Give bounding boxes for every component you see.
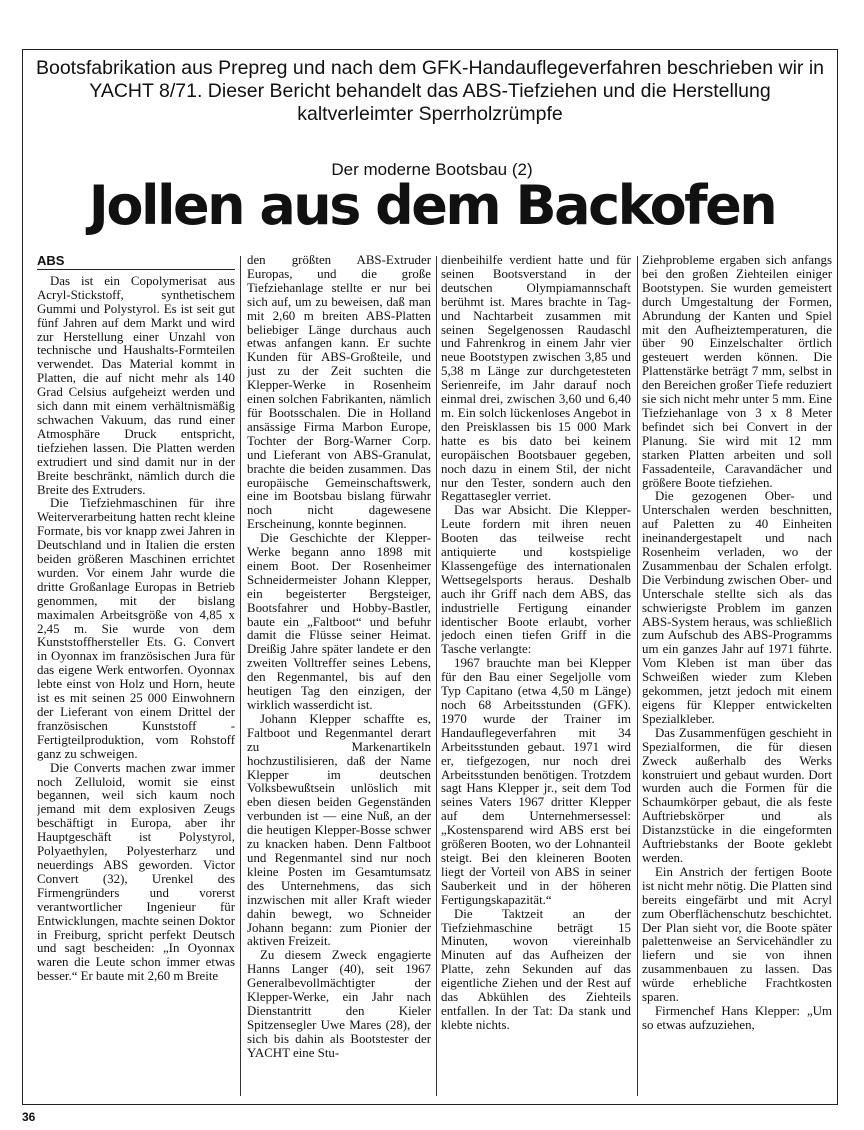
paragraph: Ein Anstrich der fertigen Boote ist nicht mehr nötig. Die Platten sind bereits eingefärbt und mit Acryl zum Oberflächenschutz beschichtet. Der Plan sieht vor, die Boote später palettenweise an Servicehändler zu liefern und sie von ihnen zusammenbauen zu lassen. Das würde erhebliche Frachtkosten sparen. [642, 864, 832, 1005]
series-title: Der moderne Bootsbau (2) [331, 160, 533, 179]
text-column-2 [247, 254, 431, 1094]
paragraph: Firmenchef Hans Klepper: „Um so etwas aufzuziehen, [642, 1003, 832, 1032]
paragraph: Die gezogenen Ober- und Unterschalen werden beschnitten, auf Paletten zu 40 Einheiten ineinandergestapelt und nach Rosenheim verladen, wo der Zusammenbau der Schalen erfolgt. Die Verbindung zwischen Ober- und Unterschale stellte sich als das schwierigste Problem im ganzen ABS-System heraus, was schließlich zum Aufschub des ABS-Programms um ein ganzes Jahr auf 1971 führte. Vom Kleben ist man über das Schweißen wieder zum Kleben gekommen, jetzt jedoch mit einem eigens für Klepper entwickelten Spezialkleber. [642, 489, 832, 726]
headline: Jollen aus dem Backofen [88, 174, 776, 237]
paragraph: Die Geschichte der Klepper-Werke begann anno 1898 mit einem Boot. Der Rosenheimer Schneidermeister Johann Klepper, ein begeisterter Bergsteiger, Bootsfahrer und Hobby-Bastler, baute ein „Faltboot“ und befuhr damit die Flüsse seiner Heimat. Dreißig Jahre später landete er den zweiten Volltreffer seines Lebens, den Regenmantel, bis auf den heutigen Tag den einzigen, der wirklich wasserdicht ist. [247, 531, 431, 712]
column-rule [436, 256, 437, 1096]
paragraph: Johann Klepper schaffte es, Faltboot und Regenmantel derart zu Markenartikeln hochzustilisieren, daß der Name Klepper im deutschen Volksbewußtsein unlöslich mit eben diesen beiden Gegenständen verbunden ist — eine Nuß, an der die heutigen Klepper-Bosse schwer zu knacken haben. Denn Faltboot und Regenmantel sind nur noch kleine Posten im Gesamtumsatz des Unternehmens, das sich inzwischen mit aller Kraft wieder dahin bewegt, wo Schneider Johann begann: zum Pionier der aktiven Freizeit. [247, 711, 431, 949]
text-column-4 [642, 254, 832, 1094]
paragraph: Zu diesem Zweck engagierte Hanns Langer (40), seit 1967 Generalbevollmächtigter der Klepper-Werke, ein Jahr nach Dienstantritt den Kieler Spitzensegler Uwe Mares (28), der sich bis dahin als Bootstester der YACHT eine Stu- [247, 948, 431, 1060]
column-rule [637, 256, 638, 1096]
paragraph: Das war Absicht. Die Klepper-Leute fordern mit ihren neuen Booten das teilweise recht antiquierte und kostspielige Klassengefüge des internationalen Wettsegelsports heraus. Deshalb auch ihr Griff nach dem ABS, das industrielle Fertigung einander identischer Boote erlaubt, vorher jedoch einen tiefen Griff in die Tasche verlangte: [441, 503, 631, 657]
text-column-3 [441, 254, 631, 1094]
paragraph: den größten ABS-Extruder Europas, und die große Tiefziehanlage stellte er nur bei sich auf, um zu beweisen, daß man mit 2,60 m breiten ABS-Platten beliebiger Länge durchaus auch etwas anfangen kann. Er suchte Kunden für ABS-Großteile, und just zu der Zeit suchten die Klepper-Werke in Rosenheim einen solchen Fabrikanten, nämlich für Bootsschalen. Die in Holland ansässige Firma Marbon Europe, Tochter der Borg-Warner Corp. und Lieferant von ABS-Granulat, brachte die beiden zusammen. Das europäische Gemeinschaftswerk, eine im Bootsbau bislang fürwahr noch nicht dagewesene Erscheinung, konnte beginnen. [247, 254, 431, 532]
article-intro: Bootsfabrikation aus Prepreg und nach dem GFK-Handauflegeverfahren beschrieben wir in YACHT 8/71. Dieser Bericht behandelt das ABS-Tiefziehen und die Herstellung kaltverleimter Sperrholzrümpfe [35, 57, 825, 125]
paragraph: 1967 brauchte man bei Klepper für den Bau einer Segeljolle vom Typ Capitano (etwa 4,50 m Länge) noch 68 Arbeitsstunden (GFK). 1970 wurde der Trainer im Handauflegeverfahren mit 34 Arbeitsstunden gebaut. 1971 wird er, tiefgezogen, nur noch drei Arbeitsstunden benötigen. Trotzdem sagt Hans Klepper jr., seit dem Tod seines Vaters 1967 dritter Klepper auf dem Unternehmersessel: „Kostensparend wird ABS erst bei größeren Booten, wo der Lohnanteil steigt. Bei den kleineren Booten liegt der Vorteil von ABS in seiner Sauberkeit und in der höheren Fertigungskapazität.“ [441, 656, 631, 907]
section-heading: ABS [37, 254, 235, 270]
paragraph: dienbeihilfe verdient hatte und für seinen Bootsverstand in der deutschen Olympiamannschaft berühmt ist. Mares brachte in Tag- und Nachtarbeit zusammen mit seinen Segelgenossen Raudaschl und Fahrenkrog in einem Jahr vier neue Bootstypen zwischen 3,85 und 5,38 m Länge zur durchgetesteten Serienreife, im Jahr darauf noch einmal drei, zwischen 3,60 und 6,40 m. Ein solch lückenloses Angebot in den Preisklassen bis 15 000 Mark hatte es bis dato bei keinem europäischen Bootsbauer gegeben, noch dazu in einem Stil, der nicht nur den Tester, sondern auch den Regattasegler verriet. [441, 254, 631, 504]
paragraph: Die Tiefziehmaschinen für ihre Weiterverarbeitung hatten recht kleine Formate, bis vor knapp zwei Jahren in Deutschland und in Italien die ersten beiden größeren Maschinen errichtet wurden. Vor einem Jahr wurde die dritte Großanlage Europas in Betrieb genommen, mit der bislang maximalen Arbeitsgröße von 4,85 x 2,45 m. Sie wurde von dem Kunststoffhersteller Ets. G. Convert in Oyonnax im französischen Jura für das eigene Werk entworfen. Oyonnax lebte einst von Holz und Horn, heute ist es mit seinen 25 000 Einwohnern der Lieferant von einem Drittel der französischen Kunststoff - Fertigteilproduktion, vom Rohstoff ganz zu schweigen. [37, 496, 235, 761]
paragraph: Das Zusammenfügen geschieht in Spezialformen, die für diesen Zweck außerhalb des Werks konstruiert und gebaut wurden. Dort wurden auch die Formen für die Schaumkörper gebaut, die als feste Auftriebskörper und als Distanzstücke in die eingeformten Auftriebstanks der Boote geklebt werden. [642, 725, 832, 865]
paragraph: Die Taktzeit an der Tiefziehmaschine beträgt 15 Minuten, wovon viereinhalb Minuten auf das Aufheizen der Platte, zehn Sekunden auf das eigentliche Ziehen und der Rest auf das Abkühlen des Ziehteils entfallen. In der Tat: Da stank und klebte nichts. [441, 906, 631, 1032]
paragraph: Die Converts machen zwar immer noch Zelluloid, womit sie einst begannen, weil sich kaum noch jemand mit dem explosiven Zeugs beschäftigt in Europa, aber ihr Hauptgeschäft ist Polystyrol, Polyaethylen, Polyesterharz und neuerdings ABS geworden. Victor Convert (32), Urenkel des Firmengründers und vorerst verantwortlicher Ingenieur für Entwicklungen, machte seinen Doktor in Freiburg, spricht perfekt Deutsch und sagt bescheiden: „In Oyonnax waren die Leute schon immer etwas besser.“ Er baute mit 2,60 m Breite [37, 760, 235, 984]
paragraph: Ziehprobleme ergaben sich anfangs bei den großen Ziehteilen einiger Bootstypen. Sie wurden gemeistert durch Umgestaltung der Formen, Abrundung der Kanten und Spiel mit den Aufheiztemperaturen, die über 90 Einzelschalter örtlich gesteuert werden können. Die Plattenstärke beträgt 7 mm, selbst in den Bereichen großer Tiefe reduziert sie sich nicht mehr unter 5 mm. Eine Tiefziehanlage von 3 x 8 Meter befindet sich bei Convert in der Planung. Sie wird mit 12 mm starken Platten arbeiten und soll Fassadenteile, Caravandächer und größere Boote tiefziehen. [642, 254, 832, 490]
page-number: 36 [22, 1110, 36, 1124]
paragraph: Das ist ein Copolymerisat aus Acryl-Stickstoff, synthetischem Gummi und Polystyrol. Es ist seit gut fünf Jahren auf dem Markt und wird zur Herstellung einer Unzahl von technische und Haushalts-Formteilen verwendet. Das Material kommt in Platten, die auf nicht mehr als 140 Grad Celsius aufgeheizt werden und sich dann mit einem verhältnismäßig schwachen Vakuum, das rund einer Atmosphäre Druck entspricht, tiefziehen lassen. Die Platten werden extrudiert und sind damit nur in der Breite beschränkt, nämlich durch die Breite des Extruders. [37, 273, 235, 497]
text-column-1 [37, 254, 235, 1094]
column-rule [240, 256, 241, 1096]
